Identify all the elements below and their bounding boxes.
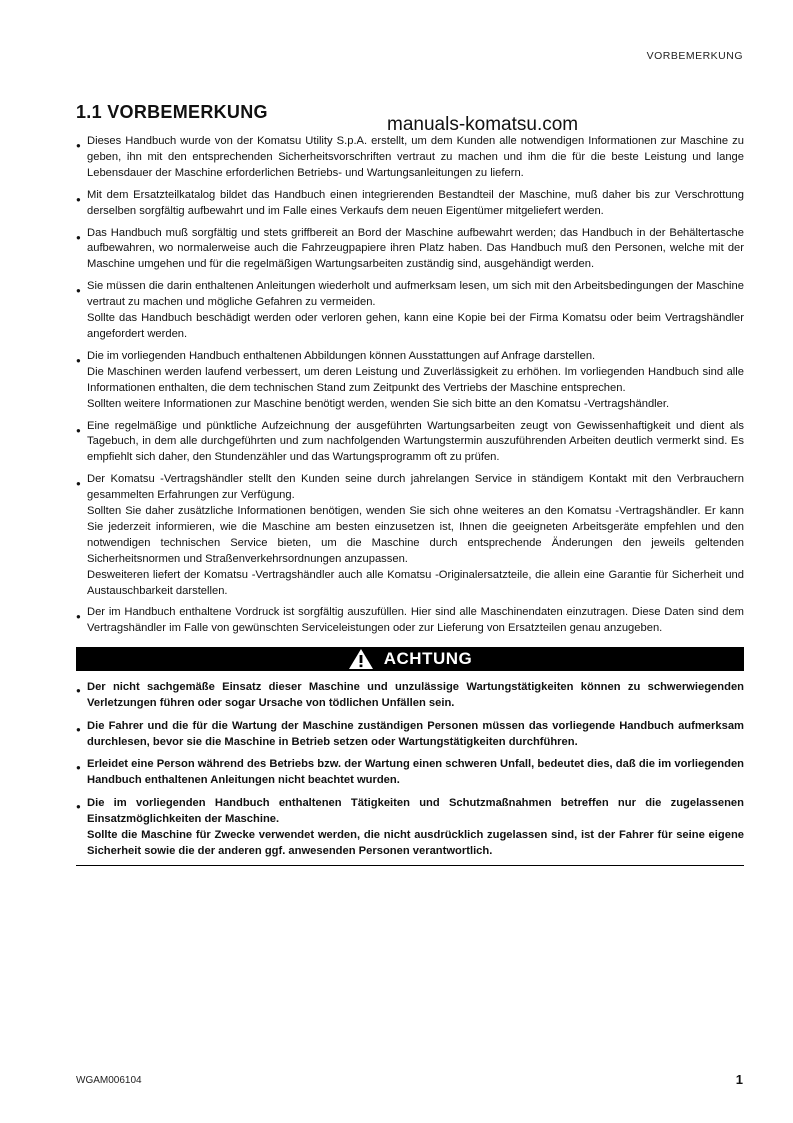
watermark-url: manuals-komatsu.com (387, 114, 579, 135)
paragraph-text: Die im vorliegenden Handbuch enthaltenen Abbildungen können Ausstattungen auf Anfrage darstellen. (87, 349, 596, 362)
bullet-icon: ● (76, 479, 81, 489)
list-item (76, 279, 744, 343)
paragraph-text: Erleidet eine Person während des Betriebs bzw. der Wartung einen schweren Unfall, bedeutet dies, daß die im vorliegenden Handbuch enthaltenen Anleitungen nicht beachtet wurden. (87, 758, 744, 787)
bullet-icon: ● (76, 686, 81, 696)
paragraph-text: Die Maschinen werden laufend verbessert, um deren Leistung und Zuverlässigkeit zu erhöhen. Im vorliegenden Handbuch sind alle Informationen enthalten, die dem technischen Stand zum Zeitpunkt des Vertriebs der Maschine entsprechen. (87, 365, 744, 394)
section-divider (76, 865, 744, 866)
paragraph-text: Desweiteren liefert der Komatsu -Vertragshändler auch alle Komatsu -Originalersatzteile, die allein eine Garantie für Sicherheit und Austauschbarkeit darstellen. (87, 568, 744, 597)
bullet-icon: ● (76, 141, 81, 150)
bullet-icon: ● (76, 194, 81, 204)
bullet-icon: ● (76, 801, 81, 811)
list-item (76, 226, 744, 274)
paragraph-text: Der im Handbuch enthaltene Vordruck ist sorgfältig auszufüllen. Hier sind alle Maschinendaten einzutragen. Diese Daten sind dem Vertragshändler im Falle von gewünschten Serviceleistungen oder zur Lieferung von Ersatzteilen genau anzugeben. (87, 606, 744, 635)
paragraph-text: Sollte das Handbuch beschädigt werden oder verloren gehen, kann eine Kopie bei der Firma Komatsu oder beim Vertragshändler angefordert werden. (87, 312, 744, 340)
list-item (76, 472, 744, 599)
bullet-icon: ● (76, 286, 81, 296)
paragraph-text: Das Handbuch muß sorgfältig und stets griffbereit an Bord der Maschine aufbewahrt werden; das Handbuch in der Behältertasche aufbewahren, wo normalerweise auch die Fahrzeugpapiere ihren Platz haben. Das Handbuch muß den Personen, welche mit der Maschine umgehen und für die regelmäßigen Wartungsarbeiten zuständig sind, ausgehändigt werden. (87, 226, 744, 271)
page-number: 1 (735, 1072, 743, 1087)
warning-triangle-icon (348, 648, 374, 670)
paragraph-text: Mit dem Ersatzteilkatalog bildet das Handbuch einen integrierenden Bestandteil der Maschine, muß daher bis zur Verschrottung derselben sorgfältig aufbewahrt und im Falle eines Verkaufs dem neuen Eigentümer mitgeliefert werden. (87, 188, 744, 217)
list-item (76, 795, 744, 860)
list-item (76, 605, 744, 637)
bullet-icon: ● (76, 724, 81, 734)
warning-bullet-list (76, 679, 744, 859)
intro-bullet-list (76, 134, 744, 637)
list-item (76, 679, 744, 711)
paragraph-text: Dieses Handbuch wurde von der Komatsu Utility S.p.A. erstellt, um dem Kunden alle notwendigen Informationen zur Maschine zu geben, ihn mit den entsprechenden Sicherheitsvorschriften vertraut zu machen und ihm die für die beste Leistung und lange Lebensdauer der Maschine erforderlichen Betriebs- und Wartungsanleitungen zu liefern. (87, 135, 744, 179)
warning-banner (76, 647, 744, 671)
list-item (76, 134, 744, 182)
list-item (76, 349, 744, 413)
list-item (76, 419, 744, 467)
list-item (76, 756, 744, 788)
bullet-icon: ● (76, 425, 81, 435)
list-item (76, 718, 744, 750)
bullet-icon: ● (76, 355, 81, 365)
paragraph-text: Der nicht sachgemäße Einsatz dieser Maschine und unzulässige Wartungstätigkeiten können zu schwerwiegenden Verletzungen führen oder sogar Ursache von tödlichen Unfällen sein. (87, 681, 744, 710)
document-body (76, 134, 744, 866)
bullet-icon: ● (76, 763, 81, 773)
paragraph-text: Sollten Sie daher zusätzliche Informationen benötigen, wenden Sie sich ohne weiteres an den Komatsu -Vertragshändler. Er kann Sie jederzeit informieren, wie die Maschine am besten einzusetzen ist, Ihnen die geeigneten Arbeitsgeräte empfehlen und den notwendigen technischen Service bieten, um die Maschine durch entsprechende Änderungen den jeweils geltenden Sicherheitsnormen und Straßenverkehrsordnungen anzupassen. (87, 505, 744, 565)
section-title: 1.1 VORBEMERKUNG (76, 102, 268, 122)
list-item (76, 188, 744, 220)
paragraph-text: Sollte die Maschine für Zwecke verwendet werden, die nicht ausdrücklich zugelassen sind, ist der Fahrer für seine eigene Sicherheit sowie die der anderen ggf. anwesenden Personen verantwortlich. (87, 828, 744, 858)
paragraph-text: Eine regelmäßige und pünktliche Aufzeichnung der ausgeführten Wartungsarbeiten zeugt von Gewissenhaftigkeit und dient als Tagebuch, in dem alle durchgeführten und zum nachfolgenden Wartungstermin auszuführenden Arbeiten deutlich vermerkt sind. Es empfiehlt sich daher, den Stundenzähler und das Wartungsprogramm oft zu prüfen. (87, 419, 744, 464)
document-code: WGAM006104 (76, 1075, 142, 1086)
running-header: VORBEMERKUNG (646, 50, 743, 62)
paragraph-text: Sollten weitere Informationen zur Maschine benötigt werden, wenden Sie sich bitte an den Komatsu -Vertragshändler. (87, 397, 670, 410)
bullet-icon: ● (76, 612, 81, 622)
paragraph-text: Die Fahrer und die für die Wartung der Maschine zuständigen Personen müssen das vorliegende Handbuch aufmerksam durchlesen, bevor sie die Maschine in Betrieb setzen oder Wartungstätigkeiten durchführen. (87, 719, 744, 748)
bullet-icon: ● (76, 232, 81, 242)
warning-title: ACHTUNG (383, 649, 473, 669)
paragraph-text: Sie müssen die darin enthaltenen Anleitungen wiederholt und aufmerksam lesen, um sich mit den Arbeitsbedingungen der Maschine vertraut zu machen und mögliche Gefahren zu vermeiden. (87, 280, 744, 309)
paragraph-text: Der Komatsu -Vertragshändler stellt den Kunden seine durch jahrelangen Service in ständigem Kontakt mit den Verbrauchern gesammelten Erfahrungen zur Verfügung. (87, 473, 744, 502)
paragraph-text: Die im vorliegenden Handbuch enthaltenen Tätigkeiten und Schutzmaßnahmen betreffen nur die zugelassenen Einsatzmöglichkeiten der Maschine. (87, 796, 744, 825)
